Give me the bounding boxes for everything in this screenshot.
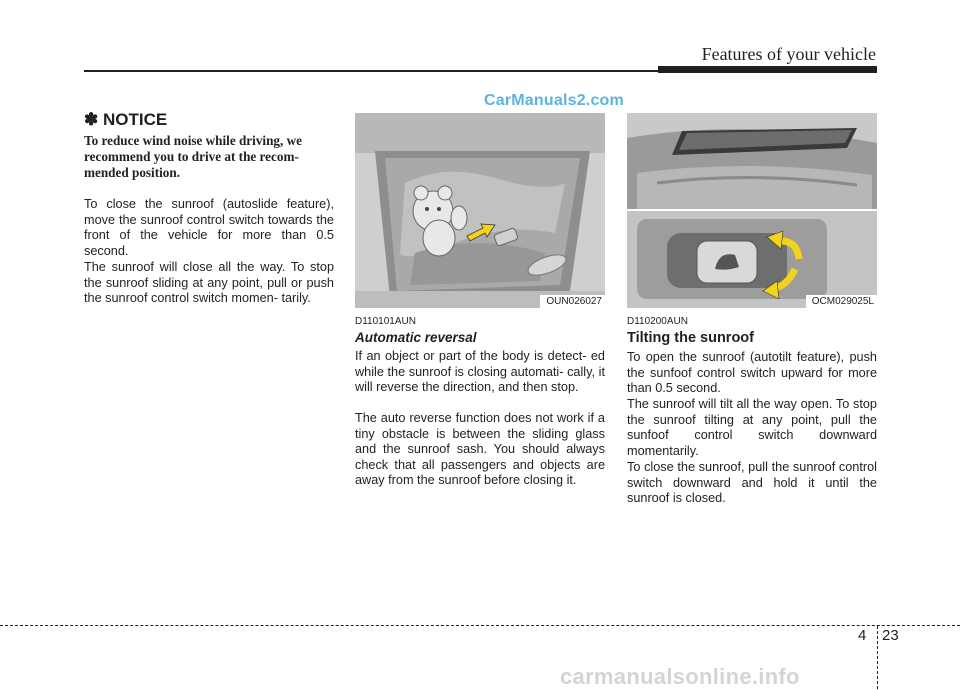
image-label: OCM029025L — [806, 295, 877, 308]
notice-heading — [84, 110, 167, 130]
paragraph-auto-reverse-warning: The auto reverse function does not work if a tiny obstacle is between the sliding glass and the sunroof sash. You should always check that all passengers and objects are away from the sunroof before closing it. — [355, 411, 605, 488]
paragraph-close-sunroof: To close the sunroof (autoslide feature), move the sunroof control switch towards the front of the vehicle for more than 0.5 second. — [84, 197, 334, 258]
header-rule-accent — [658, 66, 877, 73]
notice-title: NOTICE — [102, 110, 168, 129]
notice-icon: ✽ — [84, 110, 99, 129]
paragraph-auto-reverse: If an object or part of the body is detect- ed while the sunroof is closing automati- cally, it will reverse the direction, and then stop. — [355, 349, 605, 395]
footer-watermark-link[interactable]: carmanualsonline.info — [560, 664, 800, 689]
paragraph-open-tilt: To open the sunroof (autotilt feature), push the sunfoof control switch upward for more than 0.5 second. — [627, 350, 877, 396]
section-code: D110200AUN — [627, 316, 688, 327]
paragraph-close-tilt: To close the sunroof, pull the sunroof control switch downward and hold it until the sunroof is closed. — [627, 460, 877, 506]
chapter-number: 4 — [858, 627, 867, 644]
sunroof-illustration — [355, 113, 605, 308]
section-title: Features of your vehicle — [701, 44, 876, 64]
image-label: OUN026027 — [540, 295, 605, 308]
subheading-automatic-reversal: Automatic reversal — [355, 330, 477, 345]
paragraph-sunroof-stop: The sunroof will close all the way. To stop the sunroof sliding at any point, pull or push the sunroof control switch momen- tarily. — [84, 260, 334, 306]
section-code: D110101AUN — [355, 316, 416, 327]
sunroof-interior-image — [355, 113, 605, 308]
sunroof-switch-illustration — [627, 211, 877, 308]
page-number: 23 — [882, 627, 899, 644]
header-rule — [84, 70, 659, 72]
sunroof-tilt-exterior-image — [627, 113, 877, 209]
sunroof-tilt-illustration — [627, 113, 877, 209]
paragraph-stop-tilt: The sunroof will tilt all the way open. To stop the sunroof tilting at any point, pull the sunfoof control switch downward momentarily. — [627, 397, 877, 458]
footer-page-divider — [877, 626, 878, 689]
subheading-tilting-sunroof: Tilting the sunroof — [627, 330, 754, 346]
sunroof-switch-image — [627, 211, 877, 308]
notice-text: To reduce wind noise while driving, we recommend you to drive at the recom- mended position. — [84, 133, 302, 180]
watermark-link[interactable]: CarManuals2.com — [484, 92, 624, 109]
footer-divider — [0, 625, 960, 626]
